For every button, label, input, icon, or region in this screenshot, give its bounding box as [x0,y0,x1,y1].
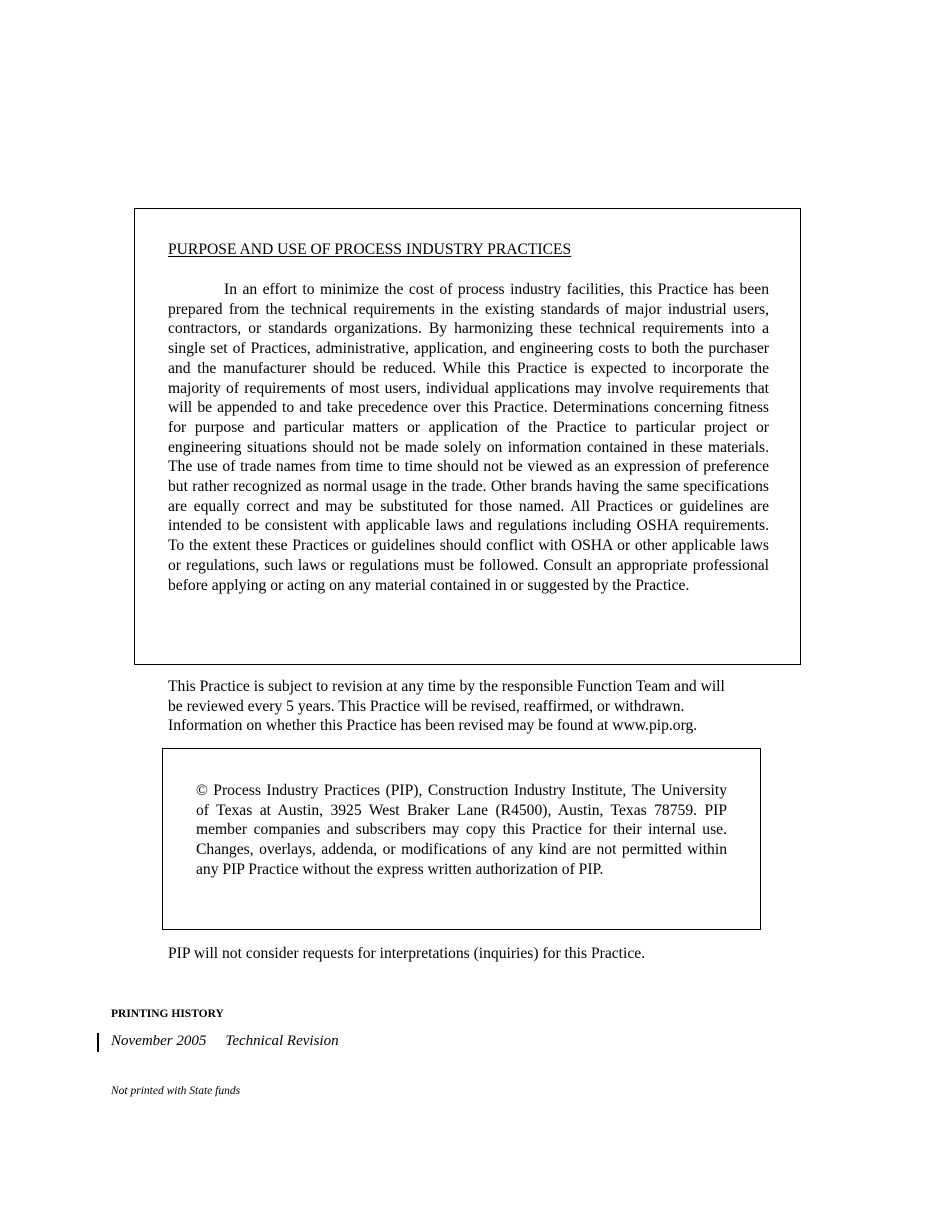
revision-notice-line-3: Information on whether this Practice has been revised may be found at www.pip.org. [168,717,698,735]
copyright-section-box [162,748,761,930]
printing-history-entry [111,1033,339,1050]
revision-change-bar [97,1033,99,1052]
printing-history-revision-type: Technical Revision [225,1033,339,1049]
purpose-section-body: In an effort to minimize the cost of process industry facilities, this Practice has been prepared from the technical requirements in the existing standards of major industrial users, contractors, or standards organizations. By harmonizing these technical requirements into a single set of Practices, administrative, application, and engineering costs to both the purchaser and the manufacturer should be reduced. While this Practice is expected to incorporate the majority of requirements of most users, individual applications may involve requirements that will be appended to and take precedence over this Practice. Determinations concerning fitness for purpose and particular matters or application of the Practice to particular project or engineering situations should not be made solely on information contained in these materials. The use of trade names from time to time should not be viewed as an expression of preference but rather recognized as normal usage in the trade. Other brands having the same specifications are equally correct and may be substituted for those named. All Practices or guidelines are intended to be consistent with applicable laws and regulations including OSHA requirements. To the extent these Practices or guidelines should conflict with OSHA or other applicable laws or regulations, such laws or regulations must be followed. Consult an appropriate professional before applying or acting on any material contained in or suggested by the Practice. [168,281,769,594]
purpose-section-title: PURPOSE AND USE OF PROCESS INDUSTRY PRACTICES [168,241,572,258]
printing-history-heading: PRINTING HISTORY [111,1008,224,1020]
copyright-notice: © Process Industry Practices (PIP), Construction Industry Institute, The University of Texas at Austin, 3925 West Braker Lane (R4500), Austin, Texas 78759. PIP member companies and subscribers may copy this Practice for their internal use. Changes, overlays, addenda, or modifications of any kind are not permitted within any PIP Practice without the express written authorization of PIP. [196,782,727,878]
revision-notice [168,677,788,736]
revision-notice-line-1: This Practice is subject to revision at any time by the responsible Function Team and will [168,678,725,695]
printing-history-date: November 2005 [111,1033,207,1049]
footer-funding-note: Not printed with State funds [111,1085,241,1097]
purpose-section-box [134,208,801,665]
inquiries-notice: PIP will not consider requests for interpretations (inquiries) for this Practice. [168,945,646,962]
revision-notice-line-2: be reviewed every 5 years. This Practice will be revised, reaffirmed, or withdrawn. [168,697,685,715]
